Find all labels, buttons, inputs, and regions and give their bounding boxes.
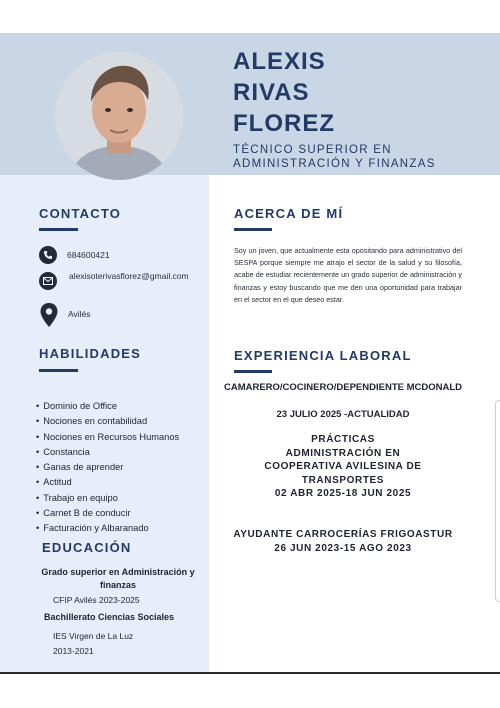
experience-job-2	[214, 433, 472, 501]
about-heading-underline	[234, 228, 272, 231]
job-title	[233, 143, 436, 171]
education-degree-1-line-1: Grado superior en Administración y	[41, 567, 195, 577]
skill-item: • Nociones en contabilidad	[36, 414, 179, 429]
experience-job-3-title: AYUDANTE CARROCERÍAS FRIGOASTUR	[233, 529, 453, 540]
skill-item: • Nociones en Recursos Humanos	[36, 430, 179, 445]
skill-item: • Carnet B de conducir	[36, 506, 179, 521]
skills-heading: HABILIDADES	[39, 346, 142, 361]
experience-job-2-line-2: ADMINISTRACIÓN EN	[285, 447, 401, 459]
skills-heading-underline	[39, 369, 78, 372]
candidate-name	[233, 46, 335, 139]
experience-job-3-dates: 26 JUN 2023-15 AGO 2023	[274, 542, 412, 554]
education-heading: EDUCACIÓN	[42, 540, 132, 555]
skill-item: • Facturación y Albaranado	[36, 521, 179, 536]
education-school-2: IES Virgen de La Luz	[53, 631, 134, 641]
name-line-3: FLOREZ	[233, 110, 335, 137]
contact-heading: CONTACTO	[39, 206, 122, 221]
experience-job-2-dates: 02 ABR 2025-18 JUN 2025	[274, 488, 412, 499]
contact-email[interactable]: alexisoterivasflorez@gmail.com	[69, 271, 189, 281]
experience-heading: EXPERIENCIA LABORAL	[234, 348, 412, 363]
skill-item: • Constancia	[36, 445, 179, 460]
phone-icon	[39, 246, 57, 264]
experience-job-1-title: CAMARERO/COCINERO/DEPENDIENTE MCDONALD	[223, 382, 463, 393]
skill-item: • Dominio de Office	[36, 399, 179, 414]
skill-item: • Ganas de aprender	[36, 460, 179, 475]
contact-location: Avilés	[68, 309, 91, 319]
education-school-1: CFIP Avilés 2023-2025	[53, 595, 140, 605]
top-margin	[0, 0, 500, 33]
location-pin-icon	[40, 303, 58, 327]
scroll-edge-handle[interactable]	[495, 400, 500, 602]
experience-job-3	[214, 528, 472, 555]
about-text: Soy un joven, que actualmente esta opositando para administrativo del SESPA porque siempre me atrajo el sector de la salud y su filosofía, acabe de estudiar recientemente un grado superior de administración y finanzas y estoy buscando que me den una oportunidad para trabajar en el sector en el que deseo estar.	[234, 246, 462, 304]
experience-job-1-dates: 23 JULIO 2025 -ACTUALIDAD	[276, 409, 410, 420]
experience-job-2-line-4: TRANSPORTES	[301, 474, 385, 486]
name-line-2: RIVAS	[233, 79, 310, 106]
profile-photo	[55, 52, 183, 180]
contact-phone[interactable]: 684600421	[67, 250, 110, 260]
job-title-line-2: ADMINISTRACIÓN Y FINANZAS	[233, 158, 436, 170]
education-degree-2: Bachillerato Ciencias Sociales	[44, 612, 175, 622]
experience-job-2-line-1: PRÁCTICAS	[311, 434, 375, 445]
contact-heading-underline	[39, 228, 78, 231]
education-years-2: 2013-2021	[53, 646, 94, 656]
skill-item: • Actitud	[36, 475, 179, 490]
experience-job-1	[214, 382, 472, 393]
name-line-1: ALEXIS	[233, 48, 326, 75]
skill-item: • Trabajo en equipo	[36, 491, 179, 506]
profile-photo-illustration	[55, 52, 183, 180]
education-degree-1	[20, 566, 216, 591]
education-degree-1-line-2: finanzas	[99, 579, 136, 590]
skills-list	[36, 399, 179, 537]
experience-heading-underline	[234, 370, 272, 373]
about-heading: ACERCA DE MÍ	[234, 206, 344, 221]
bottom-margin	[0, 674, 500, 708]
job-title-line-1: TÉCNICO SUPERIOR EN	[233, 144, 392, 156]
experience-job-2-line-3: COOPERATIVA AVILESINA DE	[264, 461, 422, 472]
envelope-icon	[39, 272, 57, 290]
